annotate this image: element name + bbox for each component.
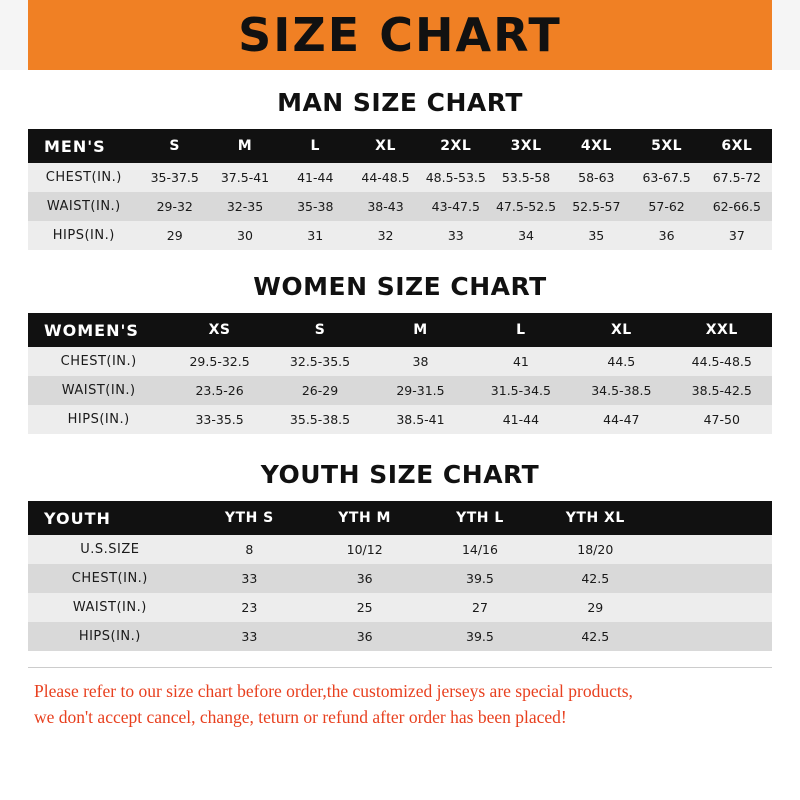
cell: 29-32 bbox=[156, 199, 193, 214]
cell: 44-48.5 bbox=[361, 170, 410, 185]
women-size-table bbox=[28, 313, 772, 434]
cell: 41-44 bbox=[297, 170, 334, 185]
cell: 32.5-35.5 bbox=[289, 354, 351, 369]
cell: 10/12 bbox=[346, 542, 383, 557]
youth-section-title: YOUTH SIZE CHART bbox=[260, 460, 540, 489]
note-line-1: Please refer to our size chart before order,the customized jerseys are special products, bbox=[34, 681, 633, 701]
row-header: U.S.SIZE bbox=[80, 542, 140, 557]
column-header: L bbox=[310, 138, 320, 154]
row-header: WAIST(IN.) bbox=[61, 383, 136, 398]
cell: 35-38 bbox=[297, 199, 334, 214]
cell: 62-66.5 bbox=[712, 199, 761, 214]
cell: 52.5-57 bbox=[572, 199, 621, 214]
cell: 27 bbox=[472, 600, 488, 615]
cell: 18/20 bbox=[577, 542, 614, 557]
cell: 67.5-72 bbox=[712, 170, 761, 185]
column-header: XS bbox=[208, 322, 231, 338]
cell bbox=[653, 535, 772, 564]
row-header: CHEST(IN.) bbox=[45, 170, 122, 185]
column-header: M bbox=[413, 322, 428, 338]
column-header: 4XL bbox=[580, 138, 612, 154]
row-header: HIPS(IN.) bbox=[78, 629, 141, 644]
cell: 32 bbox=[377, 228, 394, 243]
table-row bbox=[28, 347, 772, 376]
banner-stripe-left bbox=[0, 0, 28, 70]
cell: 23 bbox=[241, 600, 258, 615]
column-header: YTH XL bbox=[565, 510, 625, 526]
column-header: 5XL bbox=[651, 138, 683, 154]
column-header: 6XL bbox=[721, 138, 753, 154]
cell: 33 bbox=[447, 228, 464, 243]
youth-size-table bbox=[28, 501, 772, 651]
column-header: XL bbox=[375, 138, 396, 154]
row-header: WAIST(IN.) bbox=[72, 600, 147, 615]
page-title: SIZE CHART bbox=[238, 8, 562, 62]
cell: 29 bbox=[587, 600, 604, 615]
cell: 8 bbox=[245, 542, 254, 557]
table-row bbox=[28, 221, 772, 250]
cell bbox=[653, 593, 772, 622]
chart-content bbox=[0, 70, 800, 800]
table-header-row bbox=[28, 313, 772, 347]
table-row bbox=[28, 405, 772, 434]
cell: 39.5 bbox=[466, 571, 494, 586]
row-header: CHEST(IN.) bbox=[60, 354, 137, 369]
column-header: YTH S bbox=[224, 510, 274, 526]
table-header-row bbox=[28, 501, 772, 535]
cell: 29-31.5 bbox=[396, 383, 445, 398]
cell: 38.5-42.5 bbox=[691, 383, 752, 398]
cell: 53.5-58 bbox=[501, 170, 551, 185]
man-section-title: MAN SIZE CHART bbox=[277, 88, 523, 117]
row-header: WAIST(IN.) bbox=[46, 199, 121, 214]
cell: 36 bbox=[658, 228, 675, 243]
cell: 32-35 bbox=[226, 199, 264, 214]
cell: 44.5-48.5 bbox=[691, 354, 752, 369]
cell: 38.5-41 bbox=[396, 412, 445, 427]
cell: 57-62 bbox=[648, 199, 685, 214]
column-header: M bbox=[237, 138, 253, 154]
cell: 34.5-38.5 bbox=[591, 383, 652, 398]
cell: 14/16 bbox=[461, 542, 498, 557]
cell: 31 bbox=[307, 228, 324, 243]
table-header-row bbox=[28, 129, 772, 163]
cell: 38-43 bbox=[367, 199, 404, 214]
cell: 37 bbox=[728, 228, 745, 243]
cell: 30 bbox=[237, 228, 253, 243]
column-header: L bbox=[516, 322, 526, 338]
column-header: XL bbox=[610, 322, 632, 338]
column-header: YOUTH bbox=[44, 508, 111, 528]
cell: 34 bbox=[518, 228, 534, 243]
table-row bbox=[28, 593, 772, 622]
cell: 42.5 bbox=[581, 629, 610, 644]
table-row bbox=[28, 376, 772, 405]
table-row bbox=[28, 564, 772, 593]
cell: 37.5-41 bbox=[220, 170, 270, 185]
column-header: 2XL bbox=[440, 138, 472, 154]
cell: 29.5-32.5 bbox=[189, 354, 250, 369]
cell: 29 bbox=[166, 228, 183, 243]
cell bbox=[653, 622, 772, 651]
row-header: HIPS(IN.) bbox=[52, 228, 115, 243]
cell bbox=[653, 564, 772, 593]
table-row bbox=[28, 192, 772, 221]
cell: 35 bbox=[588, 228, 605, 243]
cell: 33 bbox=[241, 571, 258, 586]
cell: 35.5-38.5 bbox=[289, 412, 351, 427]
cell: 48.5-53.5 bbox=[425, 170, 486, 185]
cell: 41-44 bbox=[502, 412, 540, 427]
cell: 38 bbox=[412, 354, 429, 369]
column-header bbox=[653, 501, 772, 535]
cell: 42.5 bbox=[581, 571, 610, 586]
column-header: XXL bbox=[705, 322, 738, 338]
cell: 44.5 bbox=[607, 354, 636, 369]
cell: 31.5-34.5 bbox=[490, 383, 551, 398]
cell: 33 bbox=[241, 629, 258, 644]
cell: 23.5-26 bbox=[195, 383, 244, 398]
column-header: YTH M bbox=[338, 510, 391, 526]
cell: 26-29 bbox=[301, 383, 339, 398]
column-header: WOMEN'S bbox=[44, 320, 139, 340]
cell: 47-50 bbox=[703, 412, 740, 427]
banner-stripe-right bbox=[772, 0, 800, 70]
order-policy-note bbox=[28, 667, 772, 731]
cell: 63-67.5 bbox=[642, 170, 691, 185]
row-header: HIPS(IN.) bbox=[67, 412, 130, 427]
cell: 43-47.5 bbox=[431, 199, 480, 214]
cell: 39.5 bbox=[466, 629, 494, 644]
column-header: MEN'S bbox=[44, 136, 106, 156]
table-row bbox=[28, 622, 772, 651]
man-size-table bbox=[28, 129, 772, 250]
table-row bbox=[28, 163, 772, 192]
table-row bbox=[28, 535, 772, 564]
header-banner bbox=[0, 0, 800, 70]
column-header: S bbox=[314, 322, 326, 338]
column-header: YTH L bbox=[456, 510, 504, 526]
cell: 36 bbox=[356, 571, 373, 586]
cell: 44-47 bbox=[603, 412, 640, 427]
cell: 36 bbox=[356, 629, 373, 644]
cell: 25 bbox=[356, 600, 373, 615]
cell: 58-63 bbox=[578, 170, 615, 185]
cell: 33-35.5 bbox=[195, 412, 244, 427]
column-header: S bbox=[169, 138, 181, 154]
cell: 41 bbox=[512, 354, 529, 369]
row-header: CHEST(IN.) bbox=[71, 571, 148, 586]
cell: 47.5-52.5 bbox=[495, 199, 557, 214]
note-line-2: we don't accept cancel, change, teturn or refund after order has been placed! bbox=[34, 707, 567, 728]
cell: 35-37.5 bbox=[150, 170, 199, 185]
column-header: 3XL bbox=[510, 138, 542, 154]
women-section-title: WOMEN SIZE CHART bbox=[253, 272, 547, 301]
